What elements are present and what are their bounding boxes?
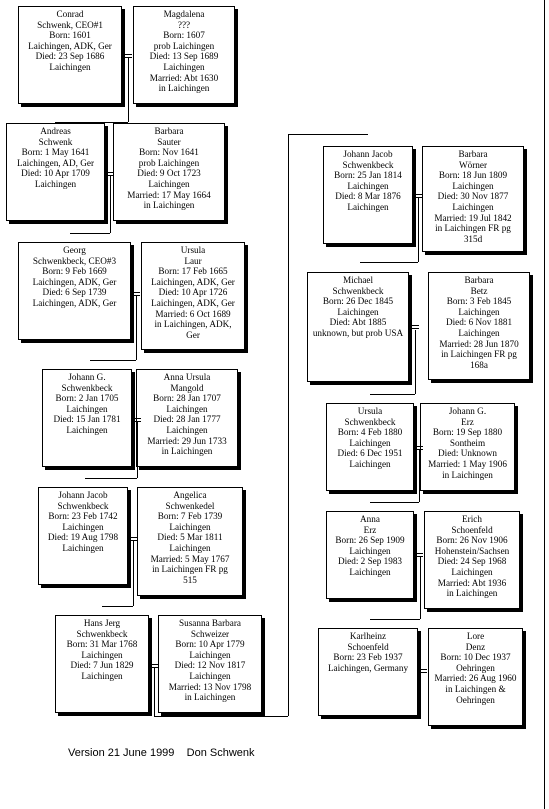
given-name: Susanna Barbara (179, 618, 241, 628)
person-box-magdalena (133, 6, 235, 104)
marriage-connector (415, 553, 423, 557)
descent-line (110, 176, 111, 233)
detail-line: Married: 17 May 1664 (127, 189, 211, 200)
detail-line: Laichingen (34, 178, 77, 189)
detail-line: Laichingen (452, 201, 494, 212)
descent-line (154, 716, 288, 717)
detail-line: Laichingen (81, 670, 123, 681)
descent-line (90, 360, 136, 361)
given-name: Andreas (40, 126, 71, 136)
detail-line: Born: 28 Jan 1707 (153, 393, 221, 404)
given-name: Hans Jerg (83, 618, 121, 628)
detail-line: Ger (186, 329, 200, 340)
descent-line (137, 422, 138, 478)
detail-line: Died: 24 Sep 1968 (437, 556, 507, 567)
given-name: Erich (462, 514, 482, 524)
descent-line (288, 134, 368, 135)
detail-line: Died: 15 Jan 1781 (53, 414, 121, 425)
detail-line: Laichingen, ADK, Ger (151, 297, 235, 308)
detail-line: Laichingen (452, 180, 494, 191)
detail-line: Laichingen (347, 180, 389, 191)
descent-line (154, 668, 155, 716)
detail-line: Oehringen (456, 662, 495, 673)
surname: Denz (465, 641, 486, 652)
author-label: Don Schwenk (186, 747, 255, 759)
person-box-andreas (6, 123, 105, 221)
detail-line: Laichingen (349, 458, 391, 469)
detail-line: Laichingen (189, 649, 231, 660)
detail-line: Married: Abt 1936 (437, 577, 507, 588)
descent-line (360, 262, 418, 263)
detail-line: Born: 9 Feb 1669 (42, 266, 107, 277)
detail-line: Laichingen (166, 424, 208, 435)
detail-line: unknown, but prob USA (312, 327, 404, 338)
detail-line: Laichingen, ADK, Ger (32, 276, 117, 287)
detail-line: Laichingen (81, 649, 123, 660)
detail-line: Married: 28 Jun 1870 (439, 338, 519, 349)
descent-line (418, 198, 419, 262)
detail-line: Laichingen, ADK, Ger (28, 40, 112, 51)
detail-line: in Laichingen (446, 588, 498, 599)
descent-line (288, 134, 289, 716)
detail-line: Laichingen (189, 670, 231, 681)
detail-line: Born: 23 Feb 1742 (48, 511, 118, 522)
version-label: Version 21 June 1999 (68, 747, 175, 759)
detail-line: Born: 17 Feb 1665 (158, 266, 228, 277)
detail-line: Laichingen (349, 545, 391, 556)
detail-line: Laichingen (349, 566, 391, 577)
detail-line: Born: Nov 1641 (139, 147, 199, 158)
detail-line: Laichingen (62, 521, 104, 532)
detail-line: Died: 30 Nov 1877 (437, 191, 509, 202)
given-name: Ursula (180, 245, 206, 255)
given-name: Karlheinz (349, 631, 387, 641)
detail-line: Died: 8 Mar 1876 (335, 191, 401, 202)
person-box-johann-jacob-1814 (323, 146, 413, 244)
detail-line: Died: 6 Nov 1881 (445, 317, 513, 328)
surname: Schweizer (190, 628, 230, 639)
detail-line: prob Laichingen (138, 157, 200, 168)
detail-line: Died: 6 Dec 1951 (337, 448, 403, 459)
descent-line (370, 394, 415, 395)
detail-line: Married: 29 Jun 1733 (147, 435, 227, 446)
detail-line: Laichingen, ADK, Ger (151, 276, 235, 287)
surname: Schwenkbeck (344, 416, 396, 427)
surname: Mangold (170, 382, 204, 393)
given-name: Barbara (154, 126, 184, 136)
detail-line: 515 (183, 574, 197, 585)
detail-line: Born: 3 Feb 1845 (446, 296, 512, 307)
person-box-michael (307, 272, 409, 382)
descent-line (128, 58, 129, 122)
detail-line: Died: Unknown (438, 448, 497, 459)
detail-line: in Laichingen, ADK, (154, 319, 232, 330)
surname: Erz (461, 416, 474, 427)
descent-line (370, 502, 419, 503)
person-box-lore (428, 628, 523, 726)
given-name: Anna (360, 514, 380, 524)
person-box-erich (424, 511, 520, 609)
detail-line: Married: 13 Nov 1798 (168, 681, 252, 692)
surname: Schwenkbeck (342, 159, 394, 170)
surname: Schwenkbeck (332, 285, 384, 296)
detail-line: Died: 9 Oct 1723 (137, 168, 201, 179)
given-name: Lore (466, 631, 485, 641)
detail-line: Oehringen (456, 694, 495, 705)
detail-line: Laichingen (349, 437, 391, 448)
detail-line: Married: Abt 1630 (149, 72, 219, 83)
surname: Wörner (458, 159, 488, 170)
marriage-connector (419, 669, 427, 673)
given-name: Johann Jacob (343, 149, 393, 159)
detail-line: Born: 26 Dec 1845 (322, 296, 394, 307)
detail-line: Hohenstein/Sachsen (434, 545, 510, 556)
person-box-karlheinz (318, 628, 418, 716)
surname: Schoenfeld (347, 641, 389, 652)
person-box-angelica (137, 487, 243, 596)
detail-line: Died: 5 Mar 1811 (157, 532, 223, 543)
given-name: Georg (63, 245, 86, 255)
detail-line: Laichingen (451, 566, 493, 577)
descent-line (136, 296, 137, 360)
given-name: Ursula (357, 406, 383, 416)
detail-line: Married: 19 Jul 1842 (434, 212, 512, 223)
detail-line: 315d (463, 233, 483, 244)
detail-line: in Laichingen (184, 692, 236, 703)
detail-line: Died: 13 Sep 1689 (149, 51, 219, 62)
person-box-barbara-betz (428, 272, 530, 380)
detail-line: Born: 1607 (163, 30, 205, 41)
descent-line (70, 233, 110, 234)
detail-line: Laichingen (337, 306, 379, 317)
detail-line: Married: 26 Aug 1960 (434, 673, 517, 684)
detail-line: Born: 25 Jan 1814 (334, 170, 402, 181)
detail-line: Born: 23 Feb 1937 (333, 652, 403, 663)
detail-line: Laichingen (347, 201, 389, 212)
detail-line: Laichingen (148, 178, 190, 189)
detail-line: Laichingen, ADK, Ger (32, 297, 117, 308)
detail-line: Died: 19 Aug 1798 (47, 532, 119, 543)
descent-line (370, 619, 420, 620)
detail-line: Born: 4 Feb 1880 (337, 427, 403, 438)
detail-line: Married: 6 Oct 1689 (155, 308, 231, 319)
surname: Schwenkbeck (76, 628, 128, 639)
detail-line: Died: Abt 1885 (329, 317, 387, 328)
detail-line: Sontheim (449, 437, 486, 448)
right-border (544, 0, 545, 809)
detail-line: in Laichingen & (445, 683, 506, 694)
detail-line: Laichingen (62, 542, 104, 553)
detail-line: Laichingen (49, 61, 91, 72)
detail-line: Laichingen (458, 327, 500, 338)
surname: Schwenkbeck (57, 500, 109, 511)
surname: Schwenk (38, 136, 73, 147)
person-box-barbara-worner (422, 146, 524, 252)
given-name: Johann Jacob (58, 490, 108, 500)
descent-line (55, 122, 128, 123)
surname: Schoenfeld (451, 524, 493, 535)
detail-line: Born: 1 May 1641 (21, 147, 90, 158)
detail-line: Died: 28 Jan 1777 (153, 414, 221, 425)
surname: Betz (470, 285, 488, 296)
person-box-anna-erz (326, 511, 414, 599)
detail-line: Died: 7 Jun 1829 (70, 660, 134, 671)
detail-line: in Laichingen FR pg (435, 223, 511, 234)
detail-line: Born: 19 Sep 1880 (432, 427, 503, 438)
person-box-anna-ursula (136, 369, 238, 467)
detail-line: 168a (470, 359, 488, 370)
given-name: Johann G. (448, 406, 487, 416)
given-name: Conrad (56, 9, 84, 19)
footer (68, 747, 255, 759)
surname: Schwenk, CEO#1 (37, 19, 103, 30)
detail-line: Died: 12 Nov 1817 (174, 660, 246, 671)
detail-line: in Laichingen FR pg (441, 349, 517, 360)
given-name: Anna Ursula (163, 372, 211, 382)
surname: Schwenkbeck (61, 382, 113, 393)
detail-line: Born: 10 Apr 1779 (175, 639, 245, 650)
person-box-barbara-sauter (113, 123, 225, 221)
detail-line: Laichingen, Germany (327, 662, 409, 673)
given-name: Barbara (458, 149, 488, 159)
detail-line: Born: 1601 (49, 30, 91, 41)
detail-line: Died: 2 Sep 1983 (337, 556, 403, 567)
surname: Sauter (157, 136, 181, 147)
detail-line: Laichingen (66, 424, 108, 435)
detail-line: Born: 10 Dec 1937 (440, 652, 511, 663)
given-name: Michael (342, 275, 374, 285)
detail-line: Born: 7 Feb 1739 (157, 511, 223, 522)
detail-line: Married: 5 May 1767 (150, 553, 230, 564)
detail-line: in Laichingen (143, 200, 195, 211)
detail-line: Married: 1 May 1906 (428, 458, 507, 469)
detail-line: in Laichingen (442, 469, 493, 480)
detail-line: Born: 18 Jun 1809 (438, 170, 508, 181)
detail-line: Laichingen (163, 61, 205, 72)
detail-line: Died: 6 Sep 1739 (42, 287, 107, 298)
person-box-johann-g-1705 (42, 369, 132, 467)
detail-line: Died: 10 Apr 1726 (158, 287, 228, 298)
detail-line: Laichingen, AD, Ger (16, 157, 95, 168)
person-box-susanna-barbara (158, 615, 262, 713)
person-box-conrad (18, 6, 122, 104)
detail-line: Laichingen (166, 403, 208, 414)
detail-line: Laichingen (169, 542, 211, 553)
descent-line (133, 541, 134, 606)
person-box-hans-jerg (55, 615, 149, 713)
detail-line: Born: 31 Mar 1768 (66, 639, 138, 650)
given-name: Johann G. (68, 372, 106, 382)
person-box-johann-g-erz (420, 403, 515, 491)
marriage-connector (411, 325, 419, 329)
person-box-ursula-laur (141, 242, 245, 350)
detail-line: in Laichingen FR pg (152, 564, 228, 575)
descent-line (420, 557, 421, 619)
person-box-ursula-1880 (326, 403, 414, 491)
person-box-johann-jacob-1742 (38, 487, 128, 585)
surname: Schwenkedel (165, 500, 215, 511)
surname: Schwenkbeck, CEO#3 (32, 255, 117, 266)
given-name: Angelica (173, 490, 207, 500)
detail-line: Died: 23 Sep 1686 (35, 51, 105, 62)
given-name: Magdalena (163, 9, 205, 19)
descent-line (85, 478, 137, 479)
detail-line: Born: 26 Nov 1906 (436, 535, 508, 546)
detail-line: in Laichingen (158, 83, 210, 94)
detail-line: prob Laichingen (153, 40, 215, 51)
detail-line: Laichingen (169, 521, 211, 532)
detail-line: Born: 2 Jan 1705 (55, 393, 119, 404)
surname: ??? (177, 19, 191, 30)
detail-line: Laichingen (458, 306, 500, 317)
given-name: Barbara (464, 275, 494, 285)
surname: Erz (363, 524, 377, 535)
surname: Laur (184, 255, 202, 266)
detail-line: Laichingen (66, 403, 108, 414)
person-box-georg (18, 242, 131, 340)
detail-line: in Laichingen (161, 446, 213, 457)
detail-line: Died: 10 Apr 1709 (21, 168, 90, 179)
descent-line (419, 450, 420, 502)
detail-line: Born: 26 Sep 1909 (335, 535, 405, 546)
descent-line (415, 330, 416, 394)
descent-line (102, 606, 133, 607)
